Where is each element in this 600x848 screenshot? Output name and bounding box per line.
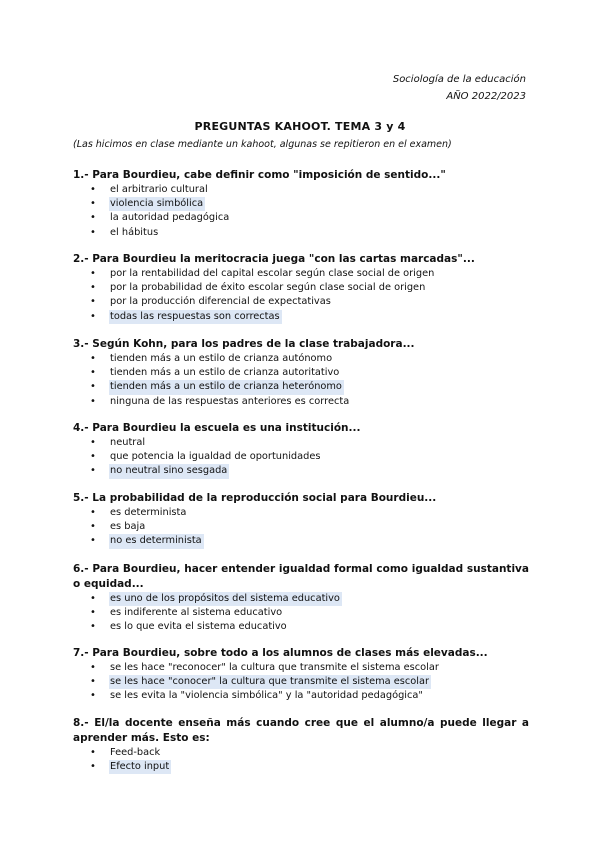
answer-option: • el hábitus [73, 226, 529, 240]
answer-list [73, 436, 529, 479]
question-8 [73, 716, 529, 774]
answer-option: • el arbitrario cultural [73, 183, 529, 197]
answer-option: • la autoridad pedagógica [73, 211, 529, 225]
question-title: 5.- La probabilidad de la reproducción social para Bourdieu... [73, 492, 437, 504]
question-3 [73, 337, 529, 409]
answer-option: • es baja [73, 520, 529, 534]
answer-option: • tienden más a un estilo de crianza autoritativo [73, 366, 529, 380]
bullet-icon: • [90, 747, 96, 758]
course-name: Sociología de la educación [392, 74, 526, 85]
bullet-icon: • [90, 437, 96, 448]
answer-list [73, 746, 529, 774]
answer-option: • ninguna de las respuestas anteriores es correcta [73, 395, 529, 409]
question-7 [73, 646, 529, 704]
question-5 [73, 491, 529, 549]
question-title: 3.- Según Kohn, para los padres de la clase trabajadora... [73, 338, 415, 350]
question-title: 6.- Para Bourdieu, hacer entender igualdad formal como igualdad sustantiva o equidad... [73, 563, 529, 590]
answer-option-correct: • se les hace "conocer" la cultura que transmite el sistema escolar [73, 675, 529, 689]
bullet-icon: • [90, 296, 96, 308]
answer-list [73, 267, 529, 324]
question-title: 2.- Para Bourdieu la meritocracia juega "con las cartas marcadas"... [73, 253, 475, 265]
page-subtitle: (Las hicimos en clase mediante un kahoot, algunas se repitieron en el examen) [73, 139, 452, 150]
question-title: 4.- Para Bourdieu la escuela es una institución... [73, 422, 361, 434]
answer-option-correct: • es uno de los propósitos del sistema educativo [73, 592, 529, 606]
bullet-icon: • [90, 395, 96, 407]
answer-option: • tienden más a un estilo de crianza autónomo [73, 352, 529, 366]
bullet-icon: • [90, 535, 96, 547]
question-6 [73, 562, 529, 635]
bullet-icon: • [90, 662, 96, 673]
bullet-icon: • [90, 198, 96, 210]
answer-list [73, 506, 529, 549]
question-2 [73, 252, 529, 324]
bullet-icon: • [90, 676, 96, 688]
bullet-icon: • [90, 184, 96, 195]
page-title: PREGUNTAS KAHOOT. TEMA 3 y 4 [194, 120, 406, 133]
answer-option: • es determinista [73, 506, 529, 520]
answer-option-correct: • no neutral sino sesgada [73, 464, 529, 478]
answer-option: • se les hace "reconocer" la cultura que transmite el sistema escolar [73, 661, 529, 675]
question-title: 1.- Para Bourdieu, cabe definir como "imposición de sentido..." [73, 169, 446, 181]
bullet-icon: • [90, 507, 96, 518]
answer-option-correct: • Efecto input [73, 760, 529, 774]
answer-list [73, 661, 529, 704]
answer-option: • por la rentabilidad del capital escolar según clase social de origen [73, 267, 529, 281]
bullet-icon: • [90, 607, 96, 619]
bullet-icon: • [90, 310, 96, 322]
bullet-icon: • [90, 381, 96, 393]
answer-list [73, 183, 529, 240]
bullet-icon: • [90, 451, 96, 463]
question-title: 7.- Para Bourdieu, sobre todo a los alumnos de clases más elevadas... [73, 647, 488, 659]
bullet-icon: • [90, 465, 96, 477]
answer-option: • es indiferente al sistema educativo [73, 606, 529, 620]
answer-option-correct: • todas las respuestas son correctas [73, 310, 529, 324]
answer-option-correct: • no es determinista [73, 534, 529, 548]
bullet-icon: • [90, 353, 96, 364]
answer-option: • es lo que evita el sistema educativo [73, 620, 529, 634]
bullet-icon: • [90, 212, 96, 224]
bullet-icon: • [90, 690, 96, 702]
bullet-icon: • [90, 521, 96, 533]
bullet-icon: • [90, 761, 96, 773]
answer-list [73, 592, 529, 635]
question-title: 8.- El/la docente enseña más cuando cree que el alumno/a puede llegar a aprender más. Esto es: [73, 717, 529, 744]
answer-option: • que potencia la igualdad de oportunidades [73, 450, 529, 464]
bullet-icon: • [90, 621, 96, 633]
bullet-icon: • [90, 268, 96, 279]
answer-option-correct: • violencia simbólica [73, 197, 529, 211]
question-1 [73, 168, 529, 240]
bullet-icon: • [90, 367, 96, 379]
answer-option: • por la probabilidad de éxito escolar según clase social de origen [73, 281, 529, 295]
answer-option: • Feed-back [73, 746, 529, 760]
bullet-icon: • [90, 226, 96, 238]
academic-year: AÑO 2022/2023 [446, 91, 526, 102]
bullet-icon: • [90, 593, 96, 604]
answer-option-correct: • tienden más a un estilo de crianza heterónomo [73, 380, 529, 394]
answer-option: • por la producción diferencial de expectativas [73, 295, 529, 309]
answer-list [73, 352, 529, 409]
question-4 [73, 421, 529, 479]
bullet-icon: • [90, 282, 96, 294]
answer-option: • se les evita la "violencia simbólica" y la "autoridad pedagógica" [73, 689, 529, 703]
answer-option: • neutral [73, 436, 529, 450]
